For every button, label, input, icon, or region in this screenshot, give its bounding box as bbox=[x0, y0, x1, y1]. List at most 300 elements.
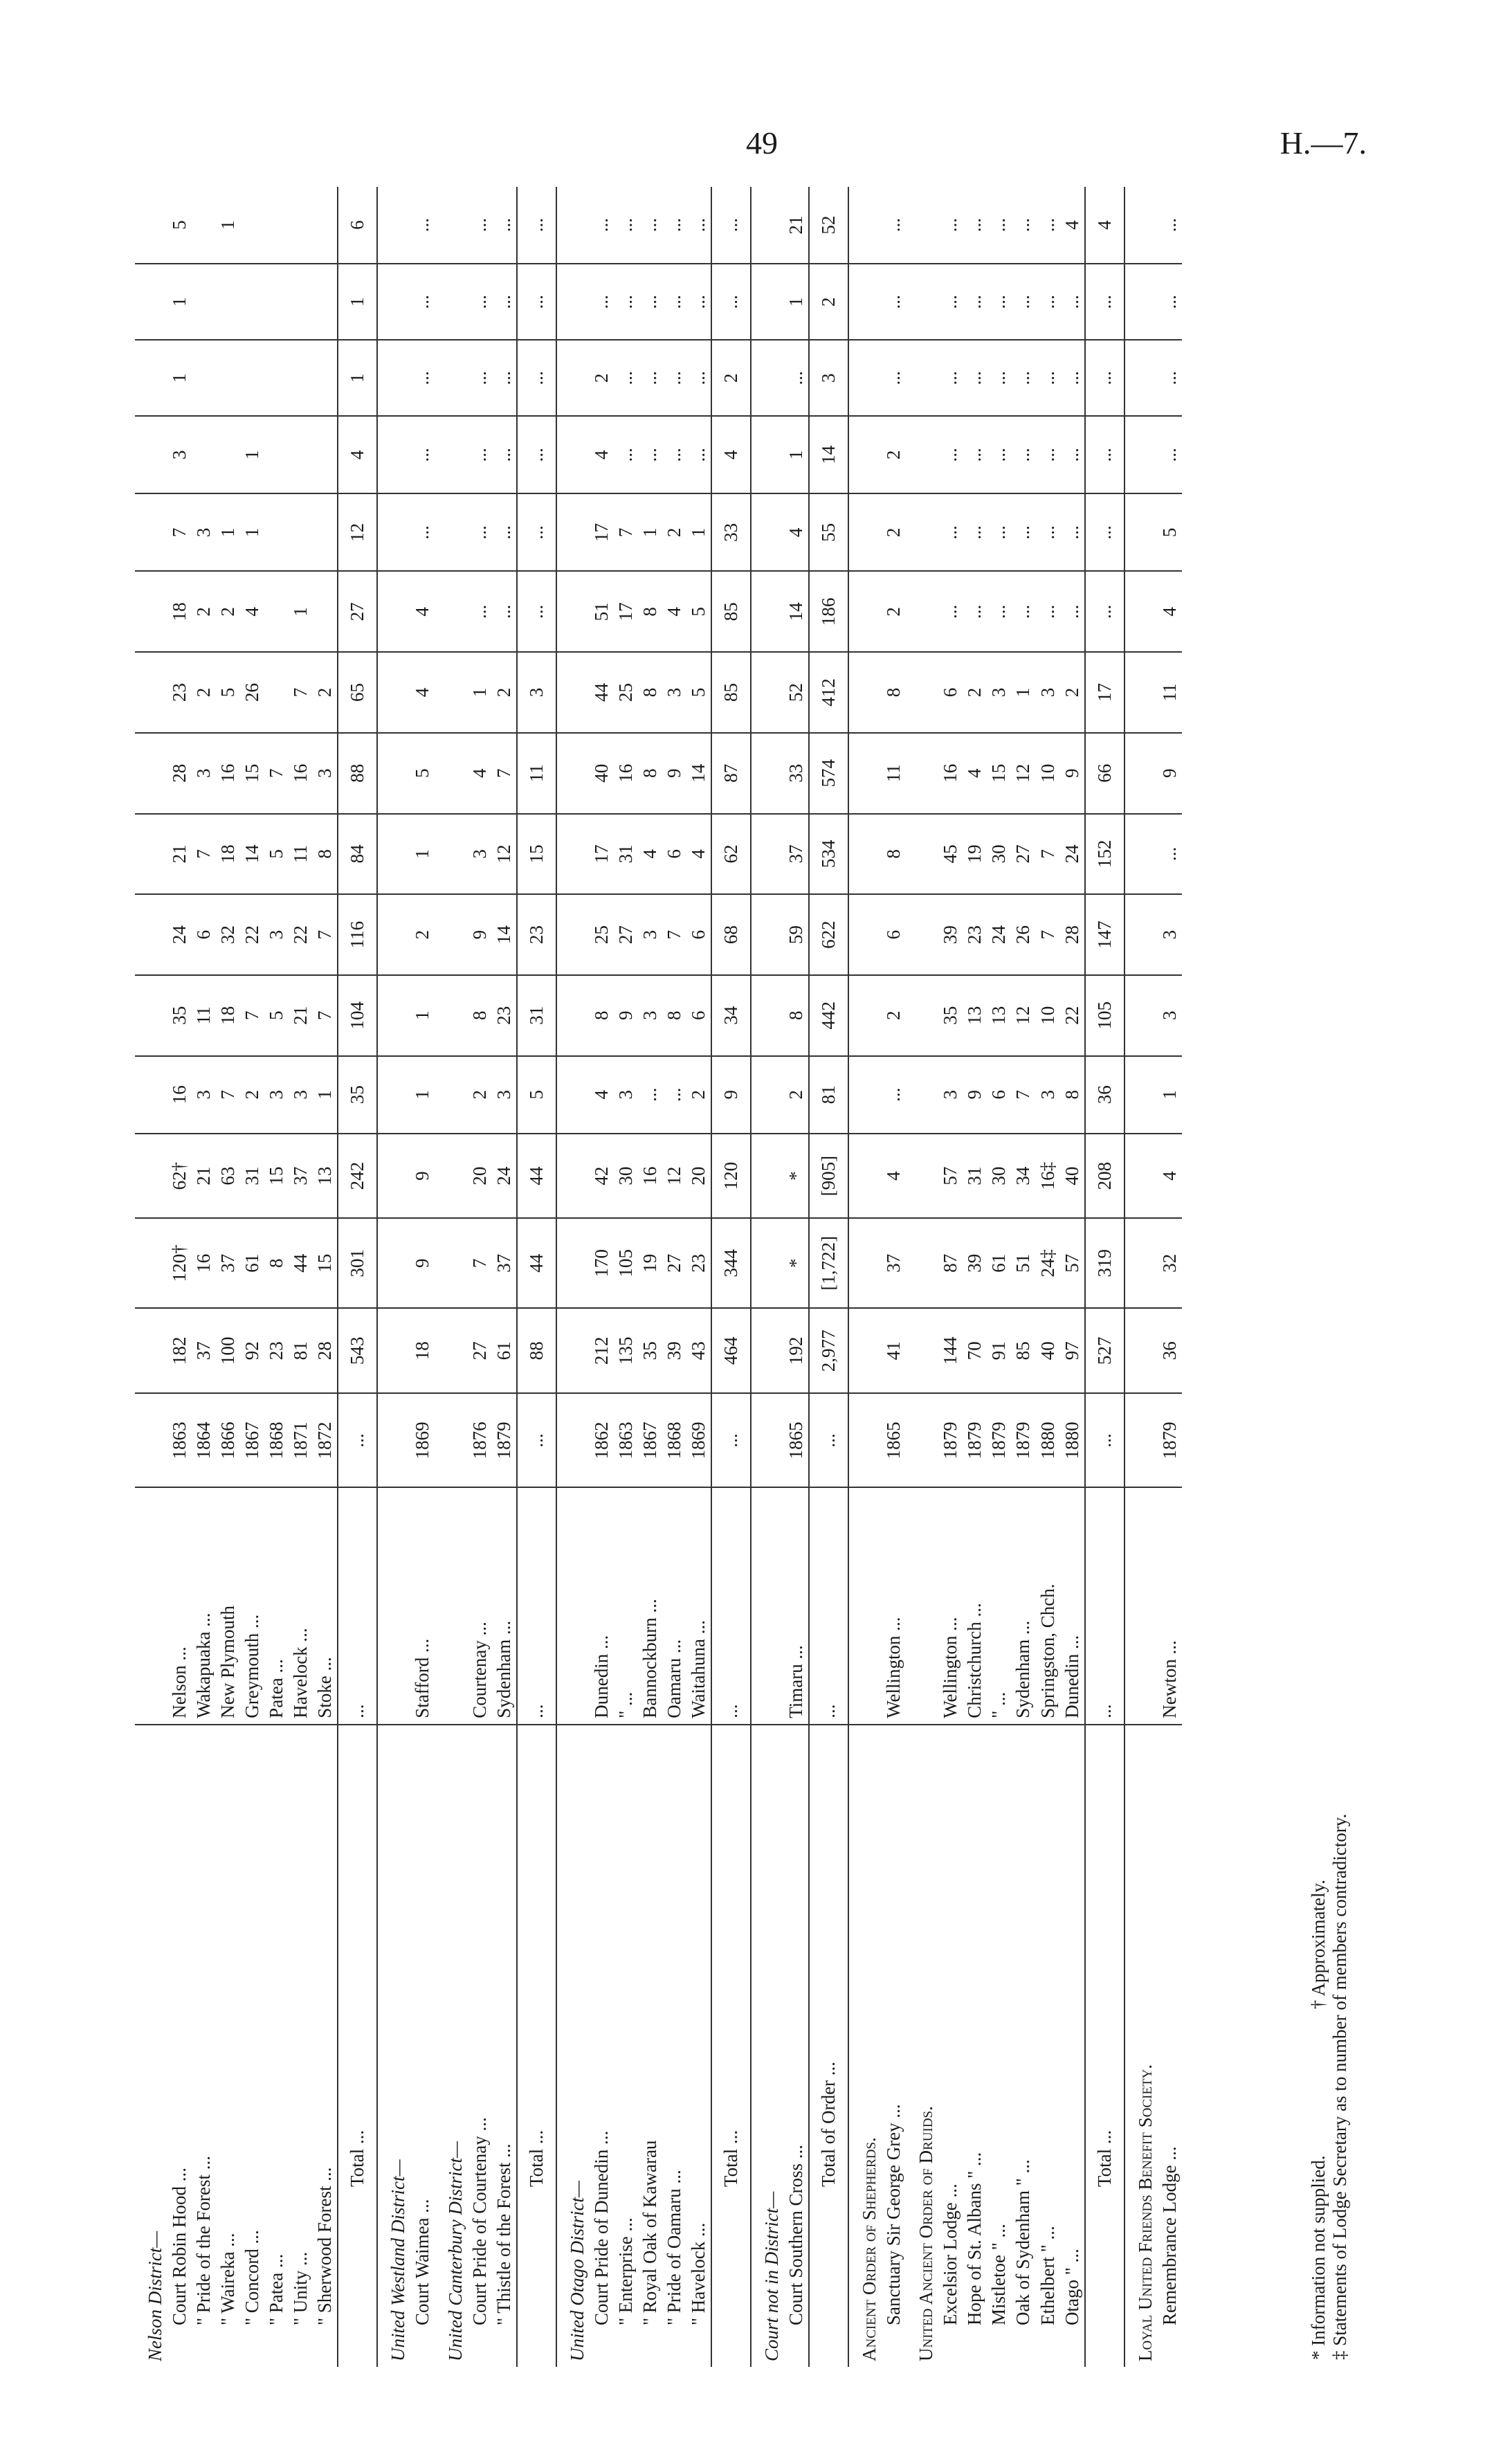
value-cell: ... bbox=[662, 416, 686, 493]
place-cell bbox=[848, 1487, 882, 1724]
value-cell: 7 bbox=[264, 733, 289, 814]
value-cell: 8 bbox=[662, 975, 686, 1056]
place-cell: ... bbox=[809, 1487, 848, 1724]
value-cell bbox=[240, 187, 264, 264]
value-cell: 23 bbox=[492, 975, 517, 1056]
value-cell bbox=[556, 1134, 590, 1219]
value-cell: 11 bbox=[289, 814, 313, 895]
value-cell: 85 bbox=[1011, 1308, 1035, 1393]
friendly-societies-table bbox=[135, 187, 1182, 2367]
value-cell: 3 bbox=[614, 1056, 638, 1134]
rotated-table-container bbox=[135, 187, 1284, 2367]
value-cell: 45 bbox=[938, 814, 963, 895]
value-cell: ... bbox=[410, 264, 435, 340]
value-cell: 23 bbox=[686, 1219, 711, 1309]
value-cell: 1 bbox=[217, 220, 239, 230]
value-cell: ... bbox=[614, 264, 638, 340]
value-cell: 3 bbox=[1036, 1056, 1060, 1134]
value-cell bbox=[848, 814, 882, 895]
year-cell: 1880 bbox=[1060, 1393, 1085, 1487]
value-cell: 4 bbox=[410, 571, 435, 652]
value-cell: 9 bbox=[1060, 733, 1085, 814]
value-cell: 15 bbox=[264, 1134, 289, 1219]
lodge-name-cell: " Enterprise ... bbox=[614, 1725, 638, 2367]
value-cell: 85 bbox=[711, 571, 751, 652]
value-cell: ... bbox=[987, 493, 1011, 571]
value-cell: 412 bbox=[809, 652, 848, 733]
value-cell: 1 bbox=[686, 493, 711, 571]
value-cell: 24 bbox=[1060, 814, 1085, 895]
value-cell bbox=[751, 652, 784, 733]
place-cell: Waitahuna ... bbox=[686, 1487, 711, 1724]
value-cell: ... bbox=[711, 264, 751, 340]
place-cell: Nelson ... bbox=[167, 1487, 192, 1724]
value-cell: 4 bbox=[468, 733, 492, 814]
year-cell: 1879 bbox=[963, 1393, 987, 1487]
value-cell: 2 bbox=[809, 264, 848, 340]
value-cell bbox=[751, 571, 784, 652]
table-row bbox=[638, 187, 662, 2367]
value-cell bbox=[313, 264, 338, 340]
value-cell: 4 bbox=[338, 416, 377, 493]
value-cell: ... bbox=[1085, 340, 1124, 416]
value-cell bbox=[751, 1308, 784, 1393]
value-cell: 61 bbox=[492, 1308, 517, 1393]
value-cell bbox=[1124, 652, 1158, 733]
value-cell: 7 bbox=[167, 493, 192, 571]
value-cell: ... bbox=[1011, 264, 1035, 340]
value-cell: 1 bbox=[240, 416, 264, 493]
year-cell: 1879 bbox=[1158, 1393, 1182, 1487]
year-cell bbox=[556, 1393, 590, 1487]
value-cell: 5 bbox=[264, 975, 289, 1056]
value-cell: 3 bbox=[638, 894, 662, 975]
total-row bbox=[338, 187, 377, 2367]
value-cell: 37 bbox=[784, 814, 809, 895]
value-cell: 2 bbox=[882, 975, 906, 1056]
value-cell bbox=[556, 187, 590, 264]
value-cell bbox=[264, 187, 289, 264]
value-cell: ... bbox=[987, 340, 1011, 416]
value-cell: 27 bbox=[614, 894, 638, 975]
lodge-name-cell: Total ... bbox=[338, 1725, 377, 2367]
value-cell bbox=[192, 416, 216, 493]
value-cell bbox=[848, 894, 882, 975]
value-cell: 24‡ bbox=[1036, 1219, 1060, 1309]
value-cell bbox=[435, 1308, 468, 1393]
value-cell: 16 bbox=[289, 733, 313, 814]
value-cell: 1 bbox=[216, 493, 240, 571]
value-cell: 2 bbox=[216, 571, 240, 652]
value-cell: 42 bbox=[590, 1134, 614, 1219]
value-cell: 17 bbox=[614, 571, 638, 652]
value-cell: 52 bbox=[809, 187, 848, 264]
footnote-information-not-supplied: * Information not supplied. bbox=[1308, 2155, 1329, 2360]
value-cell: 63 bbox=[216, 1134, 240, 1219]
value-cell: 68 bbox=[711, 894, 751, 975]
table-row bbox=[882, 187, 906, 2367]
value-cell: [1,722] bbox=[809, 1219, 848, 1309]
value-cell: 14 bbox=[784, 571, 809, 652]
value-cell bbox=[377, 1056, 410, 1134]
value-cell bbox=[848, 187, 882, 264]
value-cell bbox=[377, 975, 410, 1056]
value-cell bbox=[377, 416, 410, 493]
place-cell: Greymouth ... bbox=[240, 1487, 264, 1724]
value-cell: 192 bbox=[784, 1308, 809, 1393]
value-cell: 18 bbox=[216, 975, 240, 1056]
value-cell: 59 bbox=[784, 894, 809, 975]
value-cell bbox=[906, 1134, 938, 1219]
value-cell: ... bbox=[638, 416, 662, 493]
year-cell: 1866 bbox=[216, 1393, 240, 1487]
value-cell: 9 bbox=[468, 894, 492, 975]
value-cell: 11 bbox=[882, 733, 906, 814]
year-cell: 1865 bbox=[784, 1393, 809, 1487]
year-cell bbox=[848, 1393, 882, 1487]
value-cell: 3 bbox=[468, 814, 492, 895]
value-cell: ... bbox=[1085, 571, 1124, 652]
place-cell bbox=[751, 1487, 784, 1724]
year-cell: 1863 bbox=[167, 1393, 192, 1487]
value-cell: 44 bbox=[289, 1219, 313, 1309]
value-cell: 30 bbox=[614, 1134, 638, 1219]
value-cell: ... bbox=[1085, 493, 1124, 571]
value-cell: 7 bbox=[1011, 1056, 1035, 1134]
value-cell: 4 bbox=[590, 1056, 614, 1134]
value-cell: 51 bbox=[1011, 1219, 1035, 1309]
lodge-name-cell: " Havelock ... bbox=[686, 1725, 711, 2367]
value-cell: ... bbox=[1060, 264, 1085, 340]
value-cell: 37 bbox=[216, 1219, 240, 1309]
value-cell: ... bbox=[1060, 493, 1085, 571]
value-cell bbox=[751, 1219, 784, 1309]
value-cell: 23 bbox=[963, 894, 987, 975]
value-cell bbox=[435, 264, 468, 340]
value-cell: 4 bbox=[410, 652, 435, 733]
value-cell bbox=[264, 340, 289, 416]
value-cell: 16 bbox=[938, 733, 963, 814]
value-cell: ... bbox=[1158, 218, 1180, 233]
value-cell: 9 bbox=[963, 1056, 987, 1134]
value-cell: ... bbox=[1085, 264, 1124, 340]
value-cell bbox=[240, 264, 264, 340]
lodge-name-cell: United Canterbury District— bbox=[435, 1725, 468, 2367]
value-cell: 442 bbox=[809, 975, 848, 1056]
value-cell: ... bbox=[662, 264, 686, 340]
year-cell: 1879 bbox=[938, 1393, 963, 1487]
value-cell: 3 bbox=[517, 652, 556, 733]
lodge-name-cell: Court Pride of Courtenay ... bbox=[468, 1725, 492, 2367]
lodge-name-cell: Total ... bbox=[711, 1725, 751, 2367]
value-cell bbox=[435, 1056, 468, 1134]
value-cell: 30 bbox=[987, 1134, 1011, 1219]
place-cell: Timaru ... bbox=[784, 1487, 809, 1724]
value-cell: 6 bbox=[987, 1056, 1011, 1134]
value-cell: ... bbox=[938, 264, 963, 340]
value-cell bbox=[377, 1219, 410, 1309]
place-cell: Sydenham ... bbox=[492, 1487, 517, 1724]
value-cell bbox=[435, 571, 468, 652]
value-cell: 242 bbox=[338, 1134, 377, 1219]
lodge-name-cell: Total of Order ... bbox=[809, 1725, 848, 2367]
place-cell: Christchurch ... bbox=[963, 1487, 987, 1724]
value-cell: 57 bbox=[1060, 1219, 1085, 1309]
value-cell: ... bbox=[963, 493, 987, 571]
lodge-name-cell: Court Robin Hood ... bbox=[167, 1725, 192, 2367]
value-cell: 28 bbox=[167, 733, 192, 814]
value-cell bbox=[556, 894, 590, 975]
value-cell: 32 bbox=[216, 894, 240, 975]
value-cell bbox=[1124, 1308, 1158, 1393]
lodge-name-cell: United Otago District— bbox=[556, 1725, 590, 2367]
lodge-name-cell: Otago " ... bbox=[1060, 1725, 1085, 2367]
value-cell bbox=[435, 652, 468, 733]
value-cell: 7 bbox=[1036, 894, 1060, 975]
year-cell: 1868 bbox=[264, 1393, 289, 1487]
value-cell: 3 bbox=[987, 652, 1011, 733]
value-cell bbox=[906, 187, 938, 264]
value-cell: 5 bbox=[1158, 493, 1182, 571]
value-cell: ... bbox=[686, 416, 711, 493]
value-cell bbox=[377, 733, 410, 814]
lodge-name-cell: Ethelbert " ... bbox=[1036, 1725, 1060, 2367]
value-cell: ... bbox=[468, 264, 492, 340]
value-cell bbox=[1124, 416, 1158, 493]
value-cell bbox=[377, 652, 410, 733]
value-cell bbox=[906, 416, 938, 493]
value-cell: ... bbox=[938, 571, 963, 652]
value-cell: 7 bbox=[313, 894, 338, 975]
table-row bbox=[784, 187, 809, 2367]
value-cell: ... bbox=[1158, 814, 1182, 895]
value-cell: ... bbox=[1011, 493, 1035, 571]
value-cell: 28 bbox=[1060, 894, 1085, 975]
value-cell: 16 bbox=[192, 1219, 216, 1309]
value-cell: ... bbox=[687, 218, 709, 233]
place-cell: " ... bbox=[614, 1487, 638, 1724]
year-cell: 1869 bbox=[686, 1393, 711, 1487]
value-cell: 34 bbox=[711, 975, 751, 1056]
section-header-row bbox=[135, 187, 167, 2367]
value-cell: 3 bbox=[1158, 894, 1182, 975]
value-cell bbox=[216, 264, 240, 340]
value-cell: 8 bbox=[638, 733, 662, 814]
value-cell bbox=[240, 340, 264, 416]
value-cell bbox=[435, 340, 468, 416]
place-cell: Patea ... bbox=[264, 1487, 289, 1724]
value-cell: 6 bbox=[686, 894, 711, 975]
value-cell bbox=[1124, 894, 1158, 975]
value-cell: 12 bbox=[338, 493, 377, 571]
value-cell: ... bbox=[662, 1056, 686, 1134]
place-cell: Courtenay ... bbox=[468, 1487, 492, 1724]
value-cell: 7 bbox=[289, 652, 313, 733]
value-cell bbox=[556, 571, 590, 652]
place-cell: Dunedin ... bbox=[1060, 1487, 1085, 1724]
value-cell: ... bbox=[1036, 493, 1060, 571]
value-cell: 170 bbox=[590, 1219, 614, 1309]
value-cell: 1 bbox=[167, 340, 192, 416]
value-cell: ... bbox=[963, 264, 987, 340]
value-cell bbox=[848, 340, 882, 416]
value-cell: 16 bbox=[614, 733, 638, 814]
value-cell: 1 bbox=[289, 571, 313, 652]
value-cell: 6 bbox=[192, 894, 216, 975]
value-cell bbox=[556, 340, 590, 416]
value-cell bbox=[848, 733, 882, 814]
value-cell bbox=[435, 733, 468, 814]
year-cell: ... bbox=[809, 1393, 848, 1487]
value-cell: ... bbox=[1060, 416, 1085, 493]
value-cell bbox=[313, 340, 338, 416]
value-cell: ... bbox=[882, 264, 906, 340]
value-cell: 8 bbox=[882, 652, 906, 733]
value-cell: 7 bbox=[240, 975, 264, 1056]
value-cell: ... bbox=[468, 571, 492, 652]
place-cell: Wellington ... bbox=[882, 1487, 906, 1724]
value-cell: 84 bbox=[338, 814, 377, 895]
value-cell: 534 bbox=[809, 814, 848, 895]
value-cell: ... bbox=[517, 264, 556, 340]
value-cell: 44 bbox=[517, 1134, 556, 1219]
value-cell: 23 bbox=[517, 894, 556, 975]
value-cell bbox=[556, 1056, 590, 1134]
value-cell: 1 bbox=[784, 264, 809, 340]
value-cell: 27 bbox=[1011, 814, 1035, 895]
value-cell: 1 bbox=[410, 814, 435, 895]
value-cell: ... bbox=[663, 218, 684, 233]
value-cell: 27 bbox=[468, 1308, 492, 1393]
year-cell: 1879 bbox=[1011, 1393, 1035, 1487]
section-header-row bbox=[751, 187, 784, 2367]
table-row bbox=[468, 187, 492, 2367]
lodge-name-cell: Remembrance Lodge ... bbox=[1158, 1725, 1182, 2367]
value-cell: ... bbox=[517, 571, 556, 652]
lodge-name-cell: United Ancient Order of Druids. bbox=[906, 1725, 938, 2367]
lodge-name-cell: Court Southern Cross ... bbox=[784, 1725, 809, 2367]
table-row bbox=[410, 187, 435, 2367]
value-cell: 2 bbox=[686, 1056, 711, 1134]
value-cell: ... bbox=[517, 340, 556, 416]
value-cell bbox=[1124, 975, 1158, 1056]
value-cell bbox=[313, 493, 338, 571]
value-cell bbox=[377, 264, 410, 340]
value-cell: ... bbox=[517, 416, 556, 493]
place-cell: ... bbox=[1085, 1487, 1124, 1724]
value-cell bbox=[135, 1219, 167, 1309]
value-cell: 13 bbox=[313, 1134, 338, 1219]
value-cell: ... bbox=[784, 340, 809, 416]
year-cell bbox=[906, 1393, 938, 1487]
value-cell bbox=[135, 264, 167, 340]
value-cell bbox=[556, 1219, 590, 1309]
value-cell bbox=[135, 1134, 167, 1219]
value-cell: ... bbox=[963, 416, 987, 493]
lodge-name-cell: " Sherwood Forest ... bbox=[313, 1725, 338, 2367]
table-row bbox=[167, 187, 192, 2367]
value-cell bbox=[1124, 571, 1158, 652]
value-cell: 7 bbox=[468, 1219, 492, 1309]
value-cell: 7 bbox=[216, 1056, 240, 1134]
lodge-name-cell: Oak of Sydenham " ... bbox=[1011, 1725, 1035, 2367]
value-cell bbox=[135, 894, 167, 975]
value-cell bbox=[377, 894, 410, 975]
value-cell: ... bbox=[1036, 264, 1060, 340]
value-cell: 4 bbox=[240, 571, 264, 652]
value-cell bbox=[377, 1308, 410, 1393]
value-cell bbox=[216, 416, 240, 493]
year-cell: ... bbox=[517, 1393, 556, 1487]
value-cell: ... bbox=[468, 340, 492, 416]
value-cell: 18 bbox=[410, 1308, 435, 1393]
place-cell bbox=[435, 1487, 468, 1724]
value-cell bbox=[1124, 814, 1158, 895]
value-cell: 17 bbox=[590, 493, 614, 571]
value-cell: 3 bbox=[938, 1056, 963, 1134]
value-cell: 7 bbox=[662, 894, 686, 975]
value-cell bbox=[906, 264, 938, 340]
value-cell bbox=[848, 1134, 882, 1219]
value-cell bbox=[906, 493, 938, 571]
value-cell bbox=[1124, 1056, 1158, 1134]
table-row bbox=[590, 187, 614, 2367]
place-cell: ... bbox=[338, 1487, 377, 1724]
value-cell: 87 bbox=[711, 733, 751, 814]
value-cell: 5 bbox=[517, 1056, 556, 1134]
table-row bbox=[1158, 187, 1182, 2367]
place-cell: ... bbox=[711, 1487, 751, 1724]
value-cell: 33 bbox=[711, 493, 751, 571]
value-cell: ... bbox=[614, 218, 636, 233]
value-cell: 57 bbox=[938, 1134, 963, 1219]
value-cell: 6 bbox=[938, 652, 963, 733]
value-cell: 8 bbox=[1060, 1056, 1085, 1134]
value-cell: ... bbox=[1011, 571, 1035, 652]
value-cell: 1 bbox=[167, 264, 192, 340]
document-reference: H.—7. bbox=[1279, 125, 1367, 161]
value-cell bbox=[556, 493, 590, 571]
value-cell: 14 bbox=[686, 733, 711, 814]
value-cell: 100 bbox=[216, 1308, 240, 1393]
year-cell: 1862 bbox=[590, 1393, 614, 1487]
value-cell bbox=[751, 975, 784, 1056]
value-cell: 3 bbox=[809, 340, 848, 416]
place-cell: New Plymouth bbox=[216, 1487, 240, 1724]
value-cell: 319 bbox=[1085, 1219, 1124, 1309]
value-cell: 20 bbox=[686, 1134, 711, 1219]
value-cell bbox=[289, 264, 313, 340]
lodge-name-cell: United Westland District— bbox=[377, 1725, 410, 2367]
value-cell: 2 bbox=[882, 493, 906, 571]
value-cell: ... bbox=[1037, 218, 1058, 233]
value-cell: 40 bbox=[590, 733, 614, 814]
value-cell: 44 bbox=[590, 652, 614, 733]
year-cell: 1879 bbox=[492, 1393, 517, 1487]
year-cell bbox=[377, 1393, 410, 1487]
value-cell: 3 bbox=[167, 416, 192, 493]
value-cell: ... bbox=[639, 218, 660, 233]
value-cell: ... bbox=[468, 416, 492, 493]
value-cell bbox=[848, 571, 882, 652]
value-cell: 34 bbox=[1011, 1134, 1035, 1219]
year-cell: 1868 bbox=[662, 1393, 686, 1487]
value-cell bbox=[135, 416, 167, 493]
value-cell: 9 bbox=[662, 733, 686, 814]
value-cell: 135 bbox=[614, 1308, 638, 1393]
table-row bbox=[614, 187, 638, 2367]
value-cell bbox=[906, 652, 938, 733]
